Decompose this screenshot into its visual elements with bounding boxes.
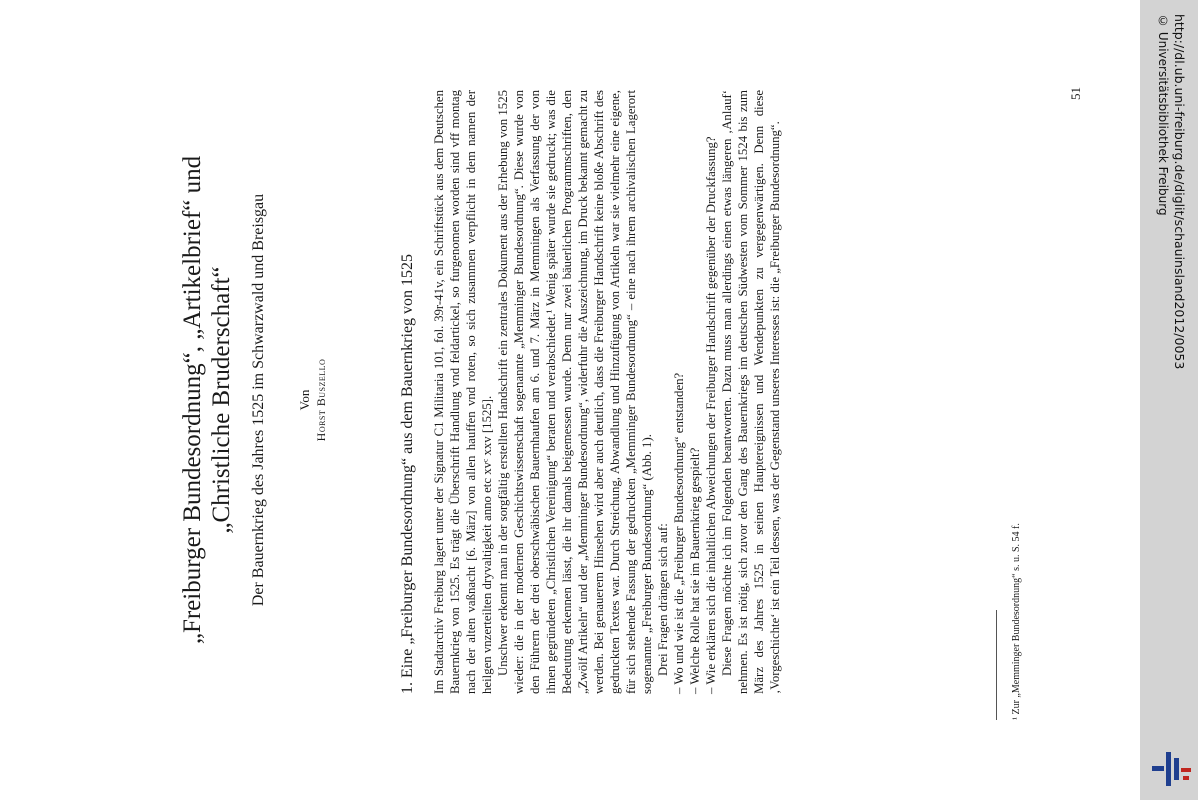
author-text: Horst Buszello	[314, 358, 328, 442]
section-heading: 1. Eine „Freiburger Bundesordnung“ aus dem Bauernkrieg von 1525	[399, 253, 416, 694]
question-1: – Wo und wie ist die „Freiburger Bundesordnung“ entstanden?	[672, 372, 686, 694]
university-library-logo-icon	[1150, 744, 1194, 792]
article-header	[178, 0, 329, 800]
article-body	[397, 90, 783, 694]
article-title	[178, 0, 236, 800]
footnote: ¹ Zur „Memminger Bundesordnung“ s. u. S. 54 f.	[1011, 523, 1022, 720]
paragraph-2: Unschwer erkennt man in der sorgfältig erstellten Handschrift ein zentrales Dokument aus der Erhebung von 1525 wieder: die in der modernen Geschichtswissenschaft sogenannte „Memminger Bundesordnung“. Diese wurde von den Führern der drei oberschwäbischen Bauernhaufen am 6. und 7. März in Memmingen als Verfassung der von ihnen gegründeten „Christlichen Vereinigung“ beraten und verabschiedet.¹ Wenig später wurde sie gedruckt; was die Bedeutung erkennen lässt, die ihr damals beigemessen wurde. Denn nur zwei bäuerlichen Programmschriften, den „Zwölf Artikeln“ und der „Memminger Bundesordnung“, widerfuhr die Auszeichnung, im Druck bekannt gemacht zu werden. Bei genauerem Hinsehen wird aber auch deutlich, dass die Freiburger Handschrift keine bloße Abschrift des gedruckten Textes war. Durch Streichung, Abwandlung und Hinzufügung von Artikeln war sie vielmehr eine eigene, für sich stehende Fassung der gedruckten „Memminger Bundesordnung“ – eine nach ihrem archivalischen Lagerort sogenannte „Freiburger Bundesordnung“ (Abb. 1).	[496, 90, 654, 694]
title-line-2: „Christliche Bruderschaft“	[208, 266, 235, 534]
author-name	[313, 0, 329, 800]
paragraph-1: Im Stadtarchiv Freiburg lagert unter der Signatur C1 Militaria 101, fol. 39r-41v, ein Schriftstück aus dem Deutschen Bauernkrieg von 1525. Es trägt die Überschrift Handlung vnd feldartickel, so furgenomen worden sind vff montag nach der alten vaßnacht [6. März] von allen hauffen vnd roten, so sich zusammen verpflicht in dem namen der heilgen vnzerteilten dryvaltigkeit anno etc xvᶜ xxv [1525].	[432, 90, 494, 694]
by-label: Von	[297, 389, 312, 411]
archive-url-link[interactable]: http://dl.ub.uni-freiburg.de/diglit/schauinsland2012/0053	[1172, 14, 1187, 370]
copyright-notice: © Universitätsbibliothek Freiburg	[1156, 14, 1170, 216]
question-2: – Welche Rolle hat sie im Bauernkrieg gespielt?	[688, 447, 702, 694]
footnote-divider	[996, 610, 997, 720]
paragraph-4: Diese Fragen möchte ich im Folgenden beantworten. Dazu muss man allerdings einen etwas längeren ‚Anlauf‘ nehmen. Es ist nötig, sich zuvor den Gang des Bauernkriegs im deutschen Südwesten vom Sommer 1524 bis zum März des Jahres 1525 in seinen Hauptereignissen und Wendepunkten zu vergegenwärtigen. Denn diese ‚Vorgeschichte‘ ist ein Teil dessen, was der Gegenstand unseres Interesses ist: die „Freiburger Bundesordnung“.	[720, 90, 782, 694]
article-subtitle: Der Bauernkrieg des Jahres 1525 im Schwarzwald und Breisgau	[250, 193, 267, 607]
paragraph-3: Drei Fragen drängen sich auf:	[656, 523, 670, 676]
title-line-1: „Freiburger Bundesordnung“, „Artikelbrief“ und	[179, 155, 206, 645]
question-3: – Wie erklären sich die inhaltlichen Abweichungen der Freiburger Handschrift gegenüber der Druckfassung?	[704, 136, 718, 694]
page-number: 51	[1068, 87, 1083, 100]
